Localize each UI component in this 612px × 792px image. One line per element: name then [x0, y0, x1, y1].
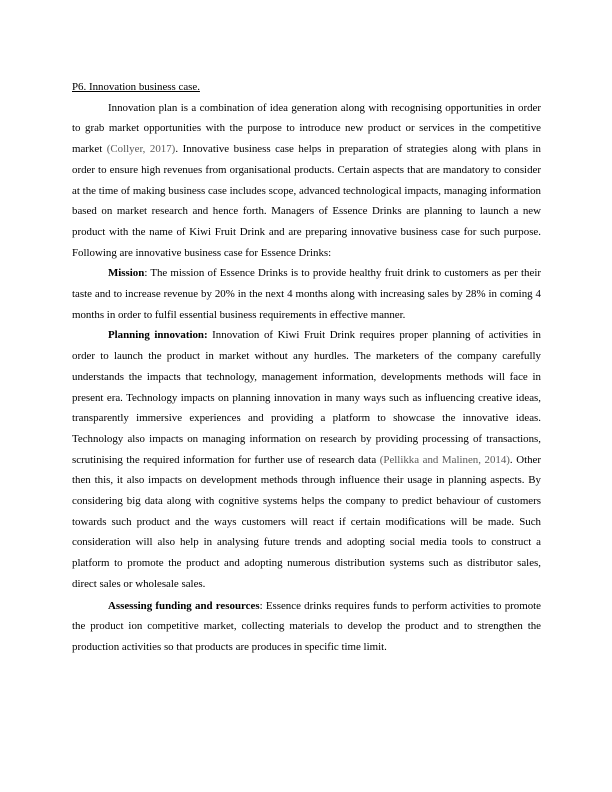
intro-text-a: Innovation plan is a combination of idea generation along with recognising opportunities in order to grab market opportunities with the purpose to introduce new product or services in the competitive market [72, 101, 541, 156]
document-page [72, 77, 541, 658]
funding-text: : Essence drinks requires funds to perform activities to promote the product ion competitive market, collecting materials to develop the product and to strengthen the production activities so that products are produces in specific time limit. [72, 599, 541, 653]
citation-pellikka: (Pellikka and Malinen, 2014) [379, 453, 510, 466]
planning-label: Planning innovation: [108, 329, 208, 342]
funding-label: Assessing funding and resources [108, 599, 260, 612]
planning-text-b: . Other then this, it also impacts on development methods through influence their usage in planning aspects. By considering big data along with cognitive systems helps the company to predict behaviour of customers towards such product and the ways customers will react if certain modifications will be made. Such consideration will also help in analysing future trends and adopting social media tools to construct a platform to promote the product and adopting numerous distribution systems such as distributor sales, direct sales or wholesale sales. [72, 453, 542, 590]
planning-text-a: Innovation of Kiwi Fruit Drink requires proper planning of activities in order to launch the product in market without any hurdles. The marketers of the company carefully understands the impacts that technology, management information, developments methods will face in present era. Technology impacts on planning innovation in many ways such as influencing creative ideas, transparently immersive experiences and providing a platform to showcase the innovative ideas. Technology also impacts on managing information on research by providing processing of transactions, scrutinising the required information for further use of research data [72, 329, 542, 466]
citation-collyer: (Collyer, 2017) [106, 143, 176, 156]
mission-text: : The mission of Essence Drinks is to provide healthy fruit drink to customers as per their taste and to increase revenue by 20% in the next 4 months along with increasing sales by 28% in coming 4 months in order to fulfil essential business requirements in effective manner. [72, 267, 541, 321]
mission-label: Mission [108, 267, 145, 280]
planning-paragraph [72, 325, 541, 594]
section-heading: P6. Innovation business case. [72, 81, 200, 93]
intro-text-b: . Innovative business case helps in preparation of strategies along with plans in order to ensure high revenues from organisational products. Certain aspects that are mandatory to consider at the time of making business case includes scope, advanced technological impacts, managing information based on market research and hence forth. Managers of Essence Drinks are planning to launch a new product with the name of Kiwi Fruit Drink and are preparing innovative business case for such purpose. Following are innovative business case for Essence Drinks: [72, 143, 541, 259]
mission-paragraph [72, 263, 541, 325]
intro-paragraph [72, 98, 541, 264]
funding-paragraph [72, 596, 541, 658]
